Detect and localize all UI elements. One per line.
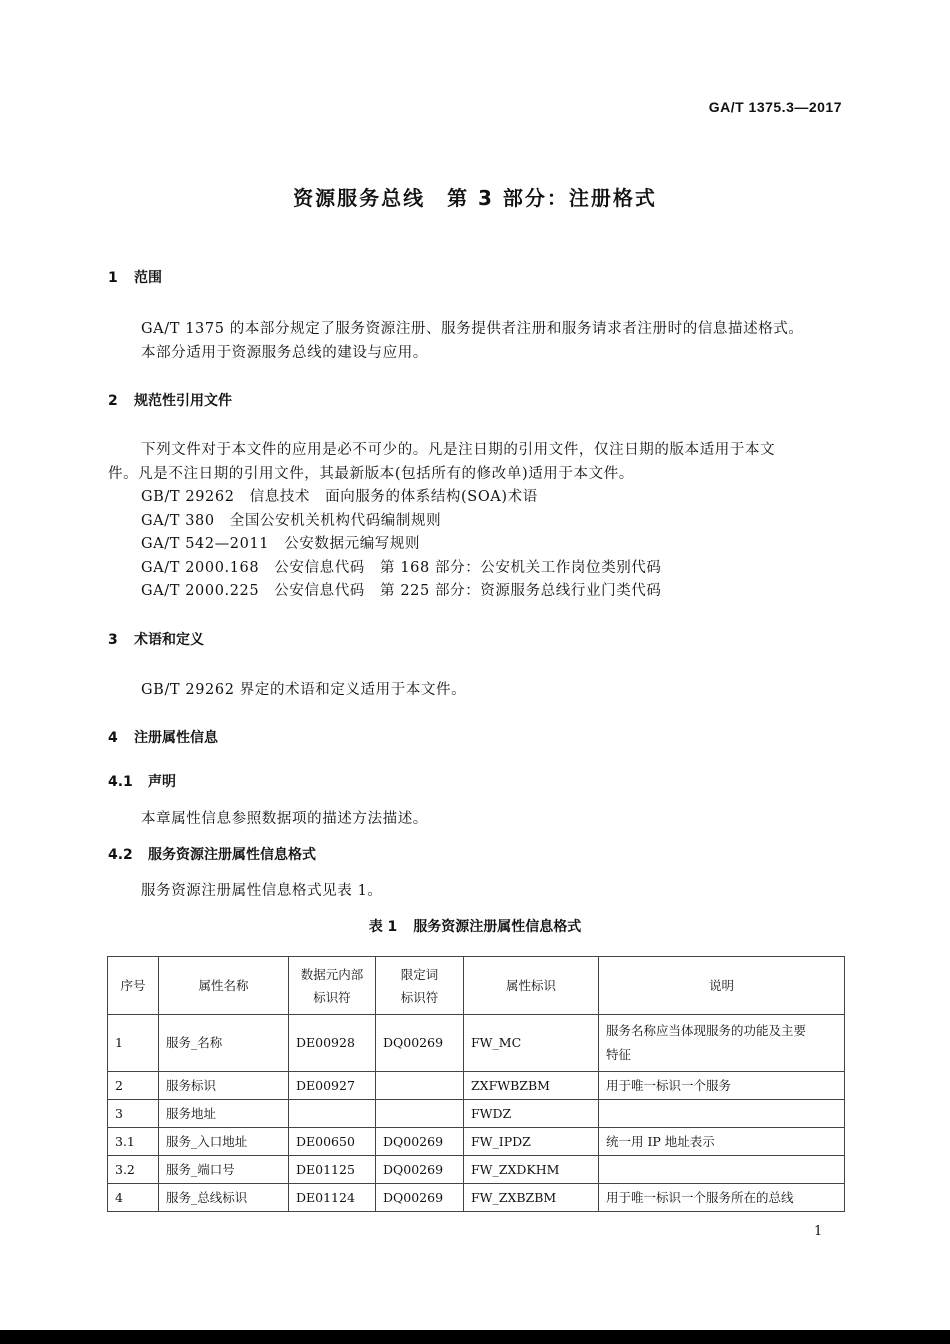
section-number: 4.1 (108, 774, 133, 790)
cell-description: 统一用 IP 地址表示 (599, 1128, 845, 1156)
section-1-heading (108, 267, 162, 287)
section-3-heading (108, 629, 204, 649)
section-2-paragraph-line-1: 下列文件对于本文件的应用是必不可少的。凡是注日期的引用文件，仅注日期的版本适用于本文 (141, 442, 776, 458)
cell-seq: 1 (108, 1015, 159, 1072)
section-4-2-paragraph: 服务资源注册属性信息格式见表 1。 (141, 883, 383, 899)
cell-name: 服务地址 (159, 1100, 289, 1128)
reference-item: GA/T 2000.168 公安信息代码 第 168 部分：公安机关工作岗位类别代码 (141, 560, 662, 576)
cell-name: 服务_端口号 (159, 1156, 289, 1184)
cell-seq: 3.2 (108, 1156, 159, 1184)
header-line: 标识符 (313, 989, 351, 1005)
cell-data-element-id: DE01125 (289, 1156, 376, 1184)
cell-name: 服务_总线标识 (159, 1184, 289, 1212)
table-row (108, 1100, 845, 1128)
table-header-row (108, 957, 845, 1015)
section-number: 4.2 (108, 847, 133, 863)
cell-attribute-id: FW_ZXDKHM (464, 1156, 599, 1184)
cell-attribute-id: FW_MC (464, 1015, 599, 1072)
section-2-paragraph-line-2: 件。凡是不注日期的引用文件，其最新版本(包括所有的修改单)适用于本文件。 (108, 466, 634, 482)
header-line: 标识符 (400, 989, 439, 1005)
section-4-1-heading (108, 771, 176, 791)
section-number: 4 (108, 730, 118, 746)
header-name: 属性名称 (159, 957, 289, 1015)
cell-qualifier-id: DQ00269 (376, 1015, 464, 1072)
section-title: 范围 (134, 270, 162, 286)
cell-description: 用于唯一标识一个服务 (599, 1072, 845, 1100)
section-title: 注册属性信息 (134, 730, 218, 746)
reference-item: GA/T 380 全国公安机关机构代码编制规则 (141, 513, 442, 529)
table-caption (0, 916, 950, 936)
section-1-paragraph-2: 本部分适用于资源服务总线的建设与应用。 (141, 345, 428, 361)
cell-attribute-id: FW_ZXBZBM (464, 1184, 599, 1212)
section-4-1-paragraph: 本章属性信息参照数据项的描述方法描述。 (141, 811, 428, 827)
section-title: 规范性引用文件 (134, 393, 232, 409)
description-line: 服务名称应当体现服务的功能及主要 (606, 1023, 807, 1038)
cell-seq: 3 (108, 1100, 159, 1128)
section-1-paragraph-1: GA/T 1375 的本部分规定了服务资源注册、服务提供者注册和服务请求者注册时的信息描述格式。 (141, 321, 804, 337)
section-title: 服务资源注册属性信息格式 (148, 847, 316, 863)
cell-attribute-id: FW_IPDZ (464, 1128, 599, 1156)
cell-attribute-id: ZXFWBZBM (464, 1072, 599, 1100)
header-description: 说明 (599, 957, 845, 1015)
cell-qualifier-id: DQ00269 (376, 1184, 464, 1212)
table-caption-title: 服务资源注册属性信息格式 (413, 919, 582, 935)
cell-seq: 3.1 (108, 1128, 159, 1156)
cell-data-element-id: DE00927 (289, 1072, 376, 1100)
document-title: 资源服务总线 第 3 部分：注册格式 (293, 186, 657, 210)
section-number: 3 (108, 632, 118, 648)
section-number: 2 (108, 393, 118, 409)
section-4-2-heading (108, 844, 316, 864)
table-row (108, 1072, 845, 1100)
cell-name: 服务_入口地址 (159, 1128, 289, 1156)
cell-data-element-id (289, 1100, 376, 1128)
cell-qualifier-id: DQ00269 (376, 1156, 464, 1184)
cell-description (599, 1156, 845, 1184)
section-title: 术语和定义 (134, 632, 204, 648)
section-number: 1 (108, 270, 118, 286)
header-line: 限定词 (400, 966, 439, 982)
table-row (108, 1156, 845, 1184)
attribute-format-table (107, 956, 845, 1212)
cell-description: 用于唯一标识一个服务所在的总线 (599, 1184, 845, 1212)
cell-description (599, 1100, 845, 1128)
header-attribute-id: 属性标识 (464, 957, 599, 1015)
cell-description (599, 1015, 845, 1072)
cell-attribute-id: FWDZ (464, 1100, 599, 1128)
cell-data-element-id: DE00650 (289, 1128, 376, 1156)
table-row (108, 1015, 845, 1072)
cell-seq: 4 (108, 1184, 159, 1212)
reference-item: GA/T 2000.225 公安信息代码 第 225 部分：资源服务总线行业门类代码 (141, 583, 662, 599)
section-3-paragraph: GB/T 29262 界定的术语和定义适用于本文件。 (141, 682, 467, 698)
section-2-heading (108, 390, 232, 410)
cell-seq: 2 (108, 1072, 159, 1100)
bottom-edge-bar (0, 1330, 950, 1344)
reference-item: GA/T 542—2011 公安数据元编写规则 (141, 536, 421, 552)
table-row (108, 1184, 845, 1212)
section-4-heading (108, 727, 218, 747)
cell-data-element-id: DE01124 (289, 1184, 376, 1212)
header-line: 数据元内部 (300, 966, 364, 982)
page-number: 1 (814, 1224, 823, 1239)
description-line: 特征 (606, 1047, 632, 1062)
cell-name: 服务标识 (159, 1072, 289, 1100)
reference-item: GB/T 29262 信息技术 面向服务的体系结构(SOA)术语 (141, 489, 538, 505)
table-caption-number: 表 1 (368, 919, 398, 935)
cell-qualifier-id (376, 1100, 464, 1128)
cell-name: 服务_名称 (159, 1015, 289, 1072)
cell-qualifier-id (376, 1072, 464, 1100)
header-seq: 序号 (108, 957, 159, 1015)
cell-data-element-id: DE00928 (289, 1015, 376, 1072)
standard-number: GA/T 1375.3—2017 (708, 99, 842, 115)
header-data-element-id (289, 957, 376, 1015)
table-row (108, 1128, 845, 1156)
header-qualifier-id (376, 957, 464, 1015)
cell-qualifier-id: DQ00269 (376, 1128, 464, 1156)
section-title: 声明 (148, 774, 176, 790)
